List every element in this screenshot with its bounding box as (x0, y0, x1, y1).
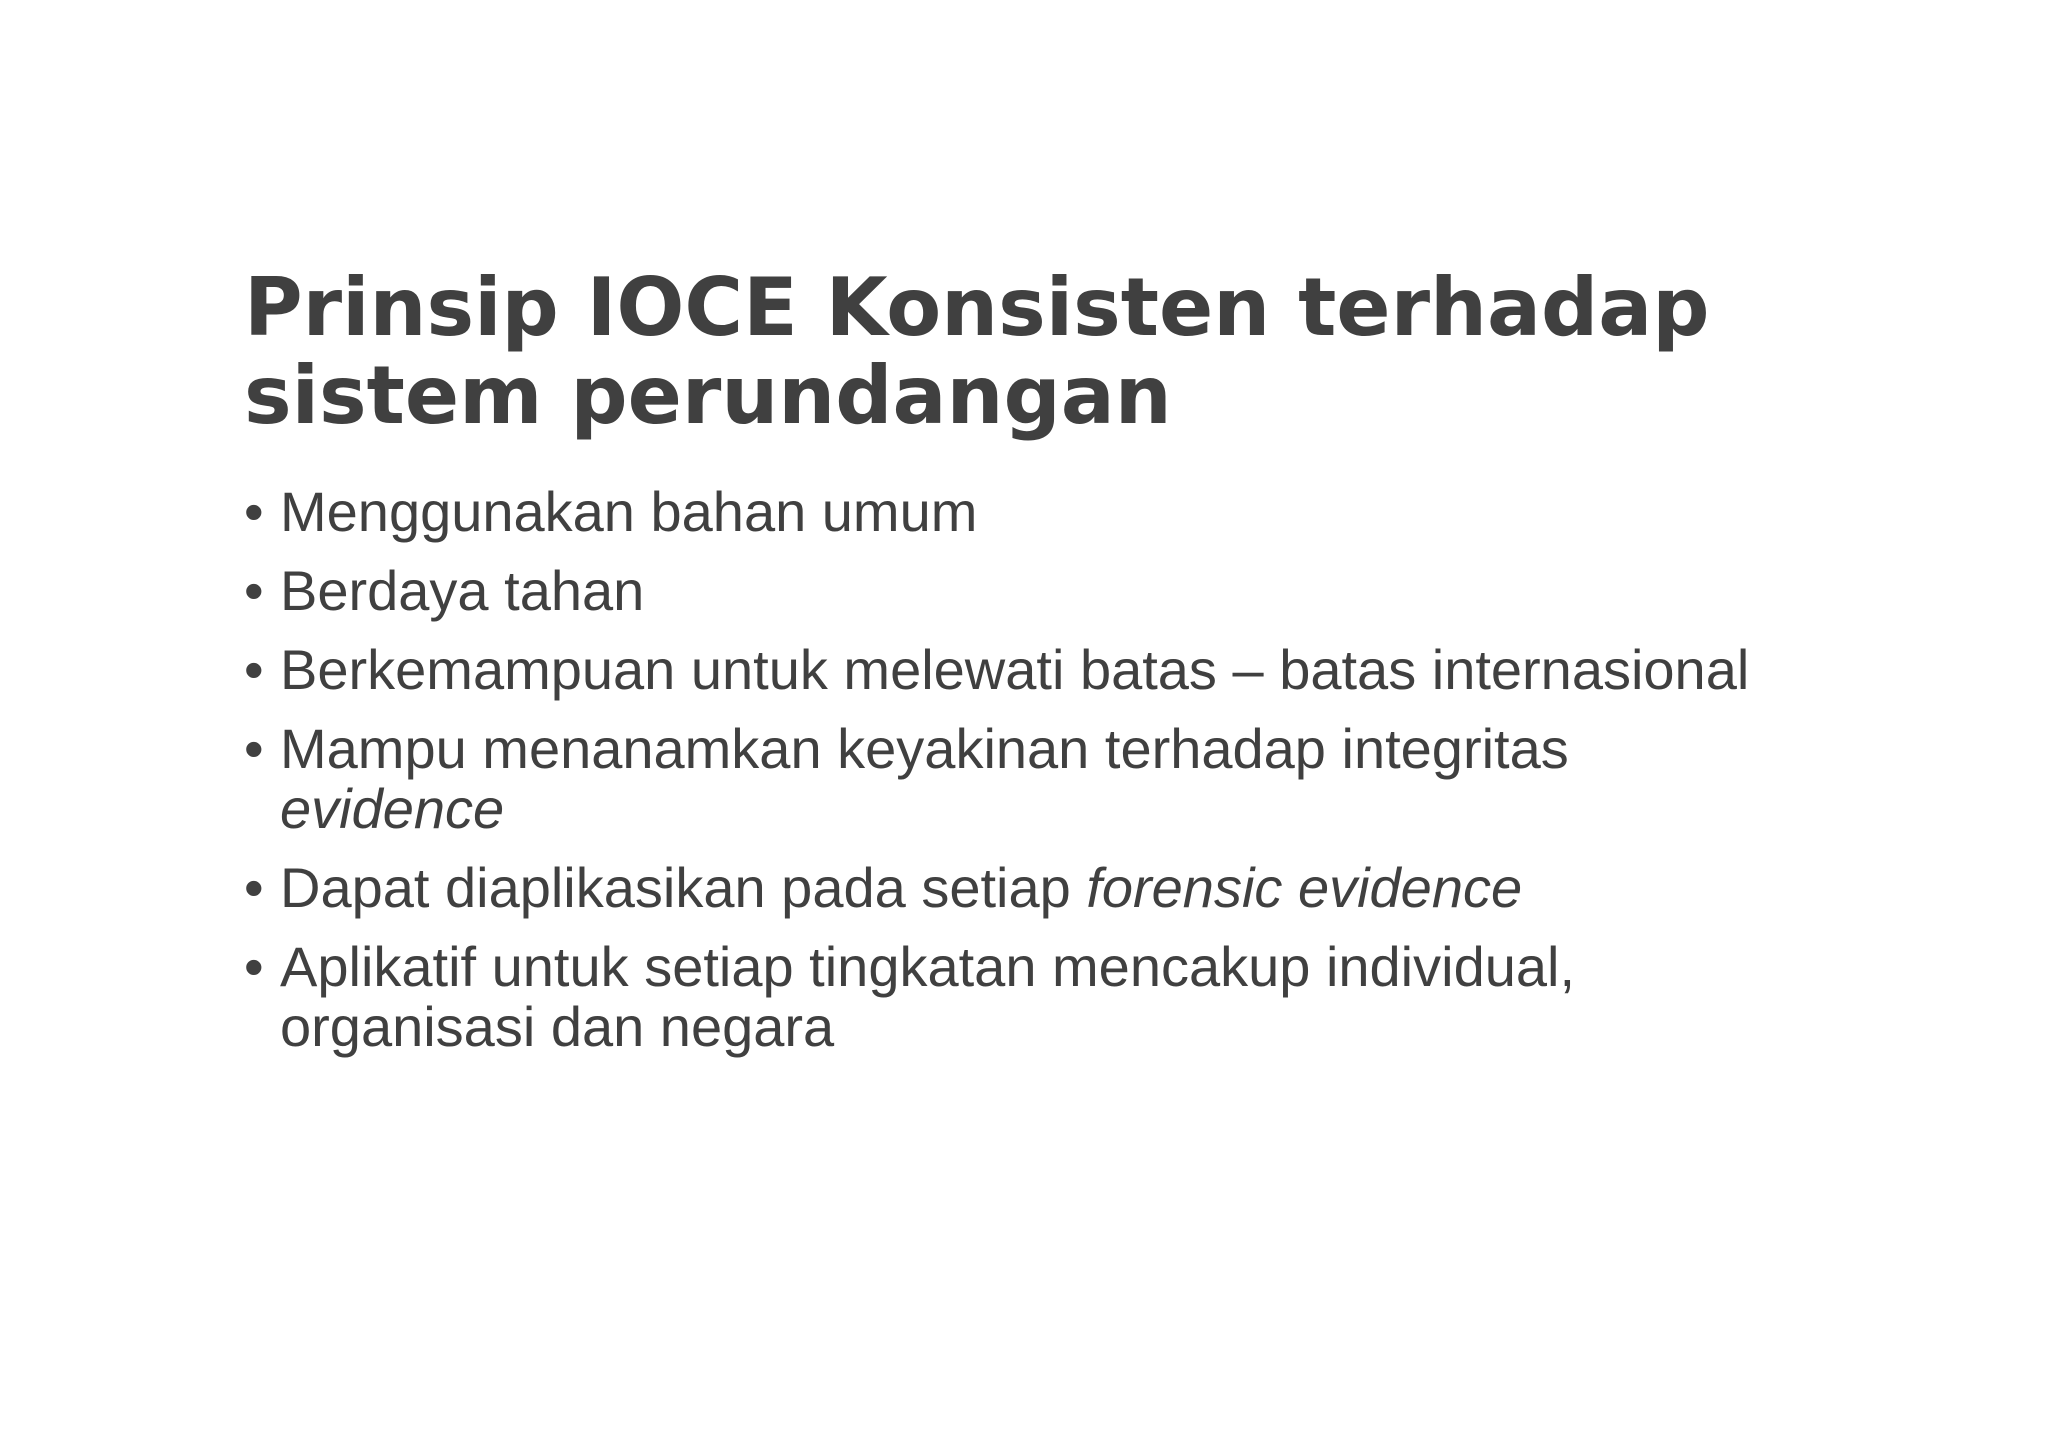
bullet-item-4 (244, 719, 1844, 839)
bullet-dot-icon: • (244, 480, 264, 543)
bullet-item-5 (244, 858, 1844, 918)
bullet-item-3 (244, 640, 1844, 700)
bullet-list (244, 482, 1844, 1076)
bullet-text-line-2: organisasi dan negara (280, 995, 835, 1058)
bullet-text-line (280, 858, 1844, 918)
bullet-text-plain: Dapat diaplikasikan pada setiap (280, 856, 1087, 919)
bullet-dot-icon: • (244, 935, 264, 998)
bullet-text: Berkemampuan untuk melewati batas – batas internasional (280, 638, 1750, 701)
bullet-text-line-1: Mampu menanamkan keyakinan terhadap integritas (280, 717, 1569, 780)
bullet-dot-icon: • (244, 717, 264, 780)
bullet-item-6 (244, 937, 1844, 1057)
slide-title-line-1: Prinsip IOCE Konsisten terhadap (244, 261, 1710, 354)
bullet-dot-icon: • (244, 856, 264, 919)
bullet-text-italic: evidence (280, 777, 505, 840)
slide-title (244, 261, 1804, 442)
bullet-dot-icon: • (244, 559, 264, 622)
bullet-dot-icon: • (244, 638, 264, 701)
slide-title-line-2: sistem perundangan (244, 349, 1172, 442)
bullet-text-line-1: Aplikatif untuk setiap tingkatan mencakup individual, (280, 935, 1575, 998)
bullet-text: Berdaya tahan (280, 559, 645, 622)
bullet-item-1 (244, 482, 1844, 542)
bullet-text-italic: forensic evidence (1086, 856, 1523, 919)
bullet-text: Menggunakan bahan umum (280, 480, 978, 543)
bullet-item-2 (244, 561, 1844, 621)
